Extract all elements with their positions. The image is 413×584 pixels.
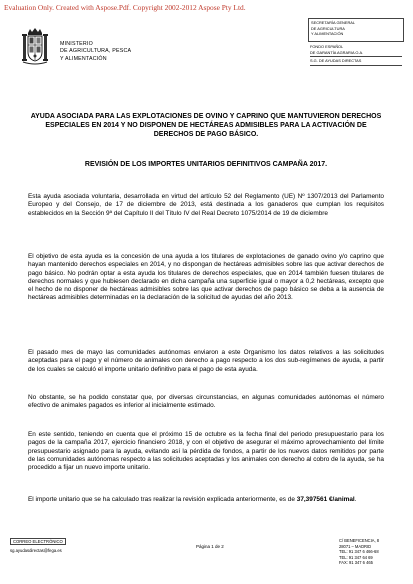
document-heading: AYUDA ASOCIADA PARA LAS EXPLOTACIONES DE OVINO Y CAPRINO QUE MANTUVIERON DERECHOS ESPECIALES EN 2014 Y NO DISPONEN DE HECTÁREAS ADMISIBLES PARA LA ACTIVACIÓN DE DERECHOS DE PAGO BÁSICO. — [30, 113, 382, 139]
phone-2: TEL: 91 347 64 69 — [339, 554, 373, 560]
ministry-line-2: DE AGRICULTURA, PESCA — [60, 48, 132, 55]
ministry-name — [60, 41, 131, 63]
paragraph-budget: En este sentido, teniendo en cuenta que el próximo 15 de octubre es la fecha final del periodo presupuestario para los pagos de la campaña 2017, ejercicio financiero 2018, y con el objetivo de asegurar el máximo aprovechamiento del límite presupuestario asignado para la ayuda, evitando así la pérdida de fondos, a partir de los nuevos datos remitidos por parte de las comunidades autónomas respecto a las solicitudes aceptadas y los animales con derecho al cobro de la ayuda, se ha procedido a fijar un nuevo importe unitario. — [28, 431, 384, 471]
document-subheading: REVISIÓN DE LOS IMPORTES UNITARIOS DEFINITIVOS CAMPAÑA 2017. — [84, 161, 328, 168]
paragraph-observation: No obstante, se ha podido constatar que, por diversas circunstancias, en algunas comunidades autónomas el número efectivo de animales pagados es inferior al inicialmente estimado. — [28, 394, 384, 410]
fega-line-1: FONDO ESPAÑOL — [310, 44, 344, 49]
result-end-text: . — [354, 496, 357, 503]
email-label: CORREO ELECTRÓNICO — [10, 538, 66, 545]
ministry-line-1: MINISTERIO — [60, 41, 93, 47]
address-street: C/ BENEFICENCIA, 8 — [339, 538, 380, 543]
unit-amount: 37,397561 €/animal — [296, 496, 355, 503]
paragraph-legal-basis: Esta ayuda asociada voluntaria, desarrollada en virtud del artículo 52 del Reglamento (UE) Nº 1307/2013 del Parlamento Europeo y del Consejo, de 17 de diciembre de 2013, está destinada a los ganaderos que cumplan los requisitos establecidos en la Sección 9ª del Capítulo II del Título IV del Real Decreto 1075/2014 de 19 de diciembre — [28, 193, 384, 217]
fega-line-3: S.G. DE AYUDAS DIRECTAS — [310, 58, 362, 64]
result-lead-text: El importe unitario que se ha calculado tras realizar la revisión explicada anteriormente, es de — [28, 496, 297, 503]
secretaria-line-1: SECRETARÍA GENERAL — [311, 20, 356, 25]
contact-address — [339, 538, 379, 566]
paragraph-result — [28, 496, 384, 504]
paragraph-objective: El objetivo de esta ayuda es la concesión de una ayuda a los titulares de explotaciones de ganado ovino y/o caprino que hayan mantenido derechos especiales en 2014, y no dispongan de hectáreas admisibles sobre las que activar derechos de pago básico. No podrán optar a esta ayuda los titulares de derechos especiales, que en 2014 también fuesen titulares de derechos normales y que hubiesen declarado en dicha campaña una superficie igual o mayor a 0,2 hectáreas, excepto que el hecho de no disponer de hectáreas admisibles sobre las que activar derechos de pago básico se deba a la ausencia de hectáreas admisibles determinadas en la declaración de la solicitud de ayudas del año 2013. — [28, 253, 384, 302]
ministry-line-3: Y ALIMENTACIÓN — [60, 55, 107, 62]
email-address: sg.ayudasdirectas@fega.es — [10, 548, 62, 553]
address-city: 28071 – MADRID — [339, 543, 372, 549]
fega-box — [308, 44, 404, 67]
secretaria-line-3: Y ALIMENTACIÓN — [311, 31, 344, 37]
watermark-text: Evaluation Only. Created with Aspose.Pdf. Copyright 2002-2012 Aspose Pty Ltd. — [4, 3, 246, 12]
page-number: Página 1 de 2 — [196, 544, 224, 549]
phone-1: TEL: 91 347 6 466-68 — [339, 549, 379, 555]
secretaria-box — [308, 18, 404, 42]
fega-divider — [310, 56, 402, 57]
secretaria-line-2: DE AGRICULTURA — [311, 25, 345, 31]
coat-of-arms-icon — [22, 26, 48, 66]
paragraph-data-sent: El pasado mes de mayo las comunidades autónomas enviaron a este Organismo los datos relativos a las solicitudes aceptadas para el pago y el número de animales con derecho a pago respecto a los dos sub-regímenes de ayuda, a partir de los cuales se calculó el importe unitario definitivo para el pago de esta ayuda. — [28, 349, 384, 373]
fega-divider — [310, 65, 402, 66]
fega-line-2: DE GARANTÍA AGRARIA O.A. — [310, 49, 364, 55]
fax-number: FAX: 91 347 6 465 — [339, 560, 373, 566]
